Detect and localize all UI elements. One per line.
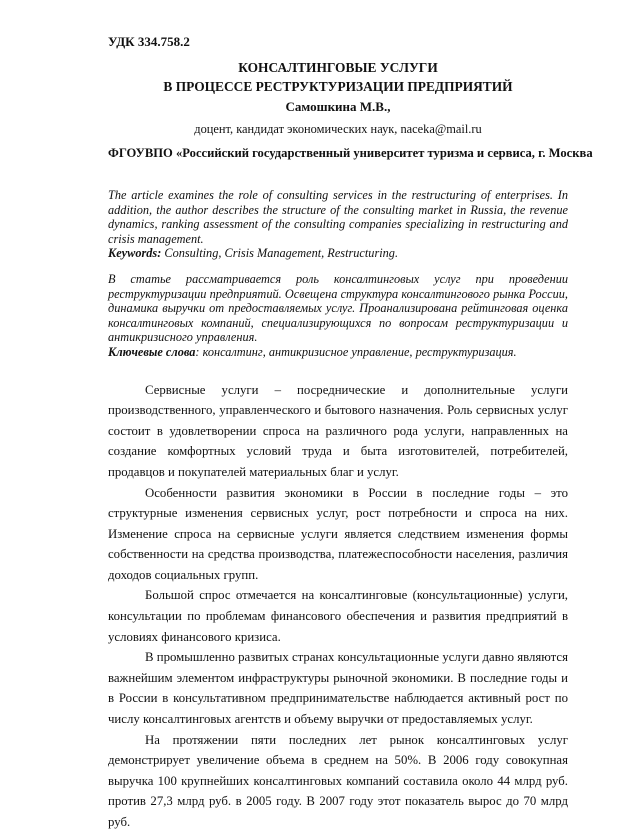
article-title-line-2: В ПРОЦЕССЕ РЕСТРУКТУРИЗАЦИИ ПРЕДПРИЯТИЙ <box>163 79 513 94</box>
body-paragraph-4: В промышленно развитых странах консультационные услуги давно являются важнейшим элементом инфраструктуры рыночной экономики. В последние годы и в России в консультативном предпринимательстве наблюдается активный рост по числу консалтинговых агентств и объему выручки от предоставляемых услуг. <box>108 650 568 727</box>
body-paragraph-1: Сервисные услуги – посреднические и дополнительные услуги производственного, управленческого и бытового назначения. Роль сервисных услуг состоит в удовлетворении спроса на различного рода услуги, направленных на создание комфортных условий труда и быта изготовителей, потребителей, продавцов и покупателей материальных благ и услуг. <box>108 382 568 479</box>
abstract-russian: В статье рассматривается роль консалтинговых услуг при проведении реструктуризации предприятий. Освещена структура консалтингового рынка России, динамика выручки от предоставляемых услуг. Проанализирована рейтинговая оценка консалтинговых компаний, специализирующихся по вопросам реструктуризации и антикризисного управления. <box>108 271 568 345</box>
abstract-english: The article examines the role of consulting services in the restructuring of enterprises. In addition, the author describes the structure of the consulting market in Russia, the revenue dynamics, ranking assessment of the consulting companies specializing in restructuring and crisis management. <box>108 188 568 246</box>
keywords-english-text: Consulting, Crisis Management, Restructuring. <box>161 246 399 261</box>
author-organization: ФГОУВПО «Российский государственный университет туризма и сервиса, г. Москва <box>108 146 593 160</box>
body-paragraph-2: Особенности развития экономики в России в последние годы – это структурные изменения сервисных услуг, рост потребности и спроса на них. Изменение спроса на сервисные услуги является следствием изменения формы собственности на средства производства, платежеспособности населения, различия доходов социальных групп. <box>108 485 568 582</box>
article-title-line-1: КОНСАЛТИНГОВЫЕ УСЛУГИ <box>238 60 438 75</box>
article-body <box>108 380 568 833</box>
body-paragraph-3: Большой спрос отмечается на консалтинговые (консультационные) услуги, консультации по проблемам финансового обеспечения и развития предприятий в условиях финансового кризиса. <box>108 588 568 644</box>
keywords-russian <box>108 345 568 360</box>
body-paragraph-5: На протяжении пяти последних лет рынок консалтинговых услуг демонстрирует увеличение объема в среднем на 50%. В 2006 году совокупная выручка 100 крупнейших консалтинговых компаний составила около 44 млрд руб. против 27,3 млрд руб. в 2005 году. В 2007 году этот показатель вырос до 70 млрд руб. <box>108 732 568 829</box>
keywords-english <box>108 246 568 261</box>
udk-code: УДК 334.758.2 <box>108 34 190 49</box>
keywords-english-label: Keywords: <box>108 246 162 261</box>
author-position: доцент, кандидат экономических наук, naceka@mail.ru <box>194 122 482 136</box>
keywords-russian-label: Ключевые слова <box>108 344 196 359</box>
author-name: Самошкина М.В., <box>285 99 391 114</box>
keywords-russian-text: : консалтинг, антикризисное управление, реструктуризация. <box>195 344 517 359</box>
